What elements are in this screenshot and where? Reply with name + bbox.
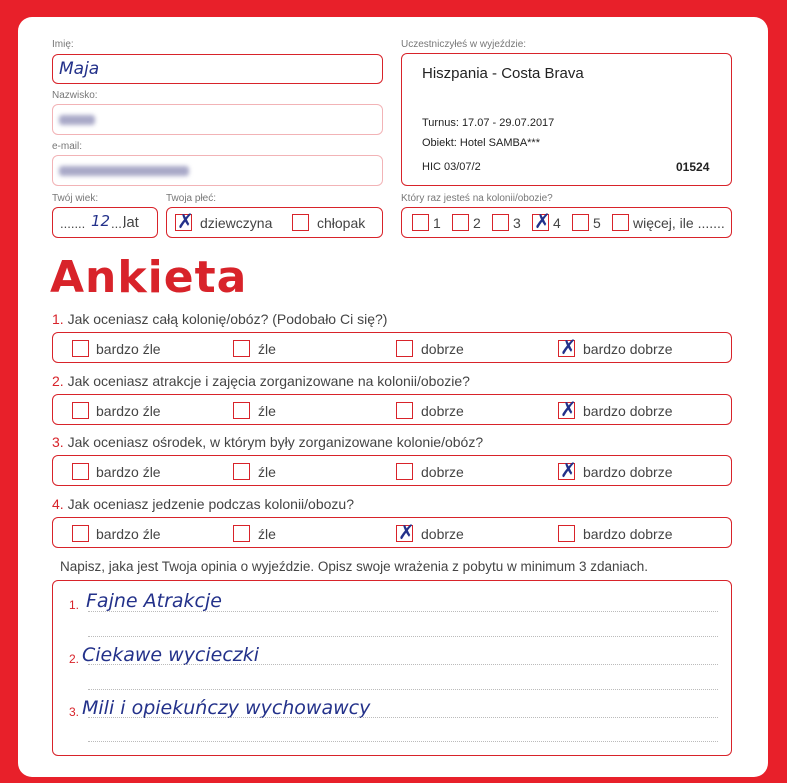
times-checkbox-more[interactable] <box>612 214 629 231</box>
opinion-line-number-3: 3. <box>69 705 80 719</box>
surname-redacted <box>59 115 95 125</box>
question-text: Jak oceniasz ośrodek, w którym były zorganizowane kolonie/obóz? <box>67 434 484 450</box>
times-checkbox-2[interactable] <box>452 214 469 231</box>
times-option-4: 4 <box>553 215 561 231</box>
question-number: 3. <box>52 434 64 450</box>
check-mark-icon: ✗ <box>560 335 577 359</box>
question-3 <box>52 434 483 450</box>
question-text: Jak oceniasz atrakcje i zajęcia zorganizowane na kolonii/obozie? <box>67 373 470 389</box>
times-checkbox-4[interactable] <box>532 209 551 233</box>
rating-option-label: bardzo dobrze <box>583 526 673 542</box>
rating-option-label: dobrze <box>421 341 464 357</box>
times-checkbox-3[interactable] <box>492 214 509 231</box>
times-field <box>401 207 732 238</box>
rating-checkbox[interactable] <box>72 463 89 480</box>
rating-option-label: bardzo źle <box>96 403 161 419</box>
question-number: 4. <box>52 496 64 512</box>
age-value: 12 <box>91 212 111 230</box>
rating-option-label: bardzo dobrze <box>583 464 673 480</box>
rating-checkbox[interactable] <box>233 463 250 480</box>
rating-checkbox[interactable] <box>233 402 250 419</box>
opinion-line-2 <box>88 664 718 665</box>
rating-checkbox[interactable] <box>558 525 575 542</box>
trip-turnus: Turnus: 17.07 - 29.07.2017 <box>422 117 555 129</box>
opinion-line-3 <box>88 717 718 718</box>
opinion-answer-1: Fajne Atrakcje <box>86 590 222 612</box>
trip-label: Uczestniczyłeś w wyjeździe: <box>401 39 527 50</box>
rating-option-label: źle <box>258 341 276 357</box>
question-number: 2. <box>52 373 64 389</box>
gender-option-boy: chłopak <box>317 215 366 231</box>
opinion-line-1b <box>88 636 718 637</box>
email-field[interactable] <box>52 155 383 186</box>
times-checkbox-1[interactable] <box>412 214 429 231</box>
age-dots-2: .... <box>111 216 126 231</box>
rating-option-label: źle <box>258 464 276 480</box>
question-2 <box>52 373 470 389</box>
times-option-3: 3 <box>513 215 521 231</box>
times-checkbox-5[interactable] <box>572 214 589 231</box>
name-field[interactable] <box>52 54 383 84</box>
opinion-prompt: Napisz, jaka jest Twoja opinia o wyjeździe. Opisz swoje wrażenia z pobytu w minimum 3 zdaniach. <box>60 559 649 574</box>
rating-option-label: bardzo źle <box>96 464 161 480</box>
survey-title: Ankieta <box>50 252 248 303</box>
rating-option-label: bardzo źle <box>96 526 161 542</box>
times-option-more: więcej, ile ....... <box>633 215 725 231</box>
gender-label: Twoja płeć: <box>166 193 217 204</box>
gender-checkbox-girl[interactable] <box>175 209 194 233</box>
rating-checkbox[interactable] <box>72 340 89 357</box>
trip-object: Obiekt: Hotel SAMBA*** <box>422 137 540 149</box>
age-field[interactable] <box>52 207 158 238</box>
opinion-line-3b <box>88 741 718 742</box>
times-option-1: 1 <box>433 215 441 231</box>
rating-checkbox[interactable] <box>396 520 415 544</box>
rating-checkbox[interactable] <box>558 397 577 421</box>
check-mark-icon: ✗ <box>560 397 577 421</box>
check-mark-icon: ✗ <box>534 209 551 233</box>
trip-destination: Hiszpania - Costa Brava <box>422 65 584 82</box>
times-label: Który raz jesteś na kolonii/obozie? <box>401 193 553 204</box>
opinion-line-number-2: 2. <box>69 652 80 666</box>
email-redacted <box>59 166 189 176</box>
email-label: e-mail: <box>52 141 83 152</box>
question-4 <box>52 496 354 512</box>
opinion-line-1 <box>88 611 718 612</box>
opinion-answer-2: Ciekawe wycieczki <box>82 644 260 666</box>
rating-option-label: bardzo dobrze <box>583 403 673 419</box>
name-value: Maja <box>59 59 100 79</box>
times-option-5: 5 <box>593 215 601 231</box>
age-unit: lat <box>123 214 139 231</box>
rating-checkbox[interactable] <box>558 335 577 359</box>
rating-option-label: dobrze <box>421 464 464 480</box>
question-1 <box>52 311 387 327</box>
rating-checkbox[interactable] <box>396 340 413 357</box>
opinion-line-2b <box>88 689 718 690</box>
trip-code: HIC 03/07/2 <box>422 161 481 173</box>
question-number: 1. <box>52 311 64 327</box>
name-label: Imię: <box>52 39 74 50</box>
rating-option-label: bardzo dobrze <box>583 341 673 357</box>
rating-checkbox[interactable] <box>558 458 577 482</box>
check-mark-icon: ✗ <box>398 520 415 544</box>
age-dots: ....... <box>60 216 86 231</box>
gender-option-girl: dziewczyna <box>200 215 273 231</box>
times-option-2: 2 <box>473 215 481 231</box>
trip-number: 01524 <box>676 160 710 174</box>
rating-checkbox[interactable] <box>72 402 89 419</box>
rating-checkbox[interactable] <box>233 525 250 542</box>
rating-checkbox[interactable] <box>396 463 413 480</box>
surname-field[interactable] <box>52 104 383 135</box>
check-mark-icon: ✗ <box>560 458 577 482</box>
question-text: Jak oceniasz całą kolonię/obóz? (Podobało Ci się?) <box>67 311 388 327</box>
rating-checkbox[interactable] <box>72 525 89 542</box>
surname-label: Nazwisko: <box>52 90 98 101</box>
gender-checkbox-boy[interactable] <box>292 214 309 231</box>
rating-option-label: dobrze <box>421 526 464 542</box>
check-mark-icon: ✗ <box>177 209 194 233</box>
rating-option-label: dobrze <box>421 403 464 419</box>
opinion-answer-3: Mili i opiekuńczy wychowawcy <box>82 697 371 719</box>
rating-option-label: źle <box>258 526 276 542</box>
rating-checkbox[interactable] <box>396 402 413 419</box>
rating-option-label: bardzo źle <box>96 341 161 357</box>
question-text: Jak oceniasz jedzenie podczas kolonii/obozu? <box>67 496 354 512</box>
rating-option-label: źle <box>258 403 276 419</box>
trip-box <box>401 53 732 186</box>
gender-field <box>166 207 383 238</box>
age-label: Twój wiek: <box>52 193 99 204</box>
rating-checkbox[interactable] <box>233 340 250 357</box>
opinion-line-number-1: 1. <box>69 598 80 612</box>
